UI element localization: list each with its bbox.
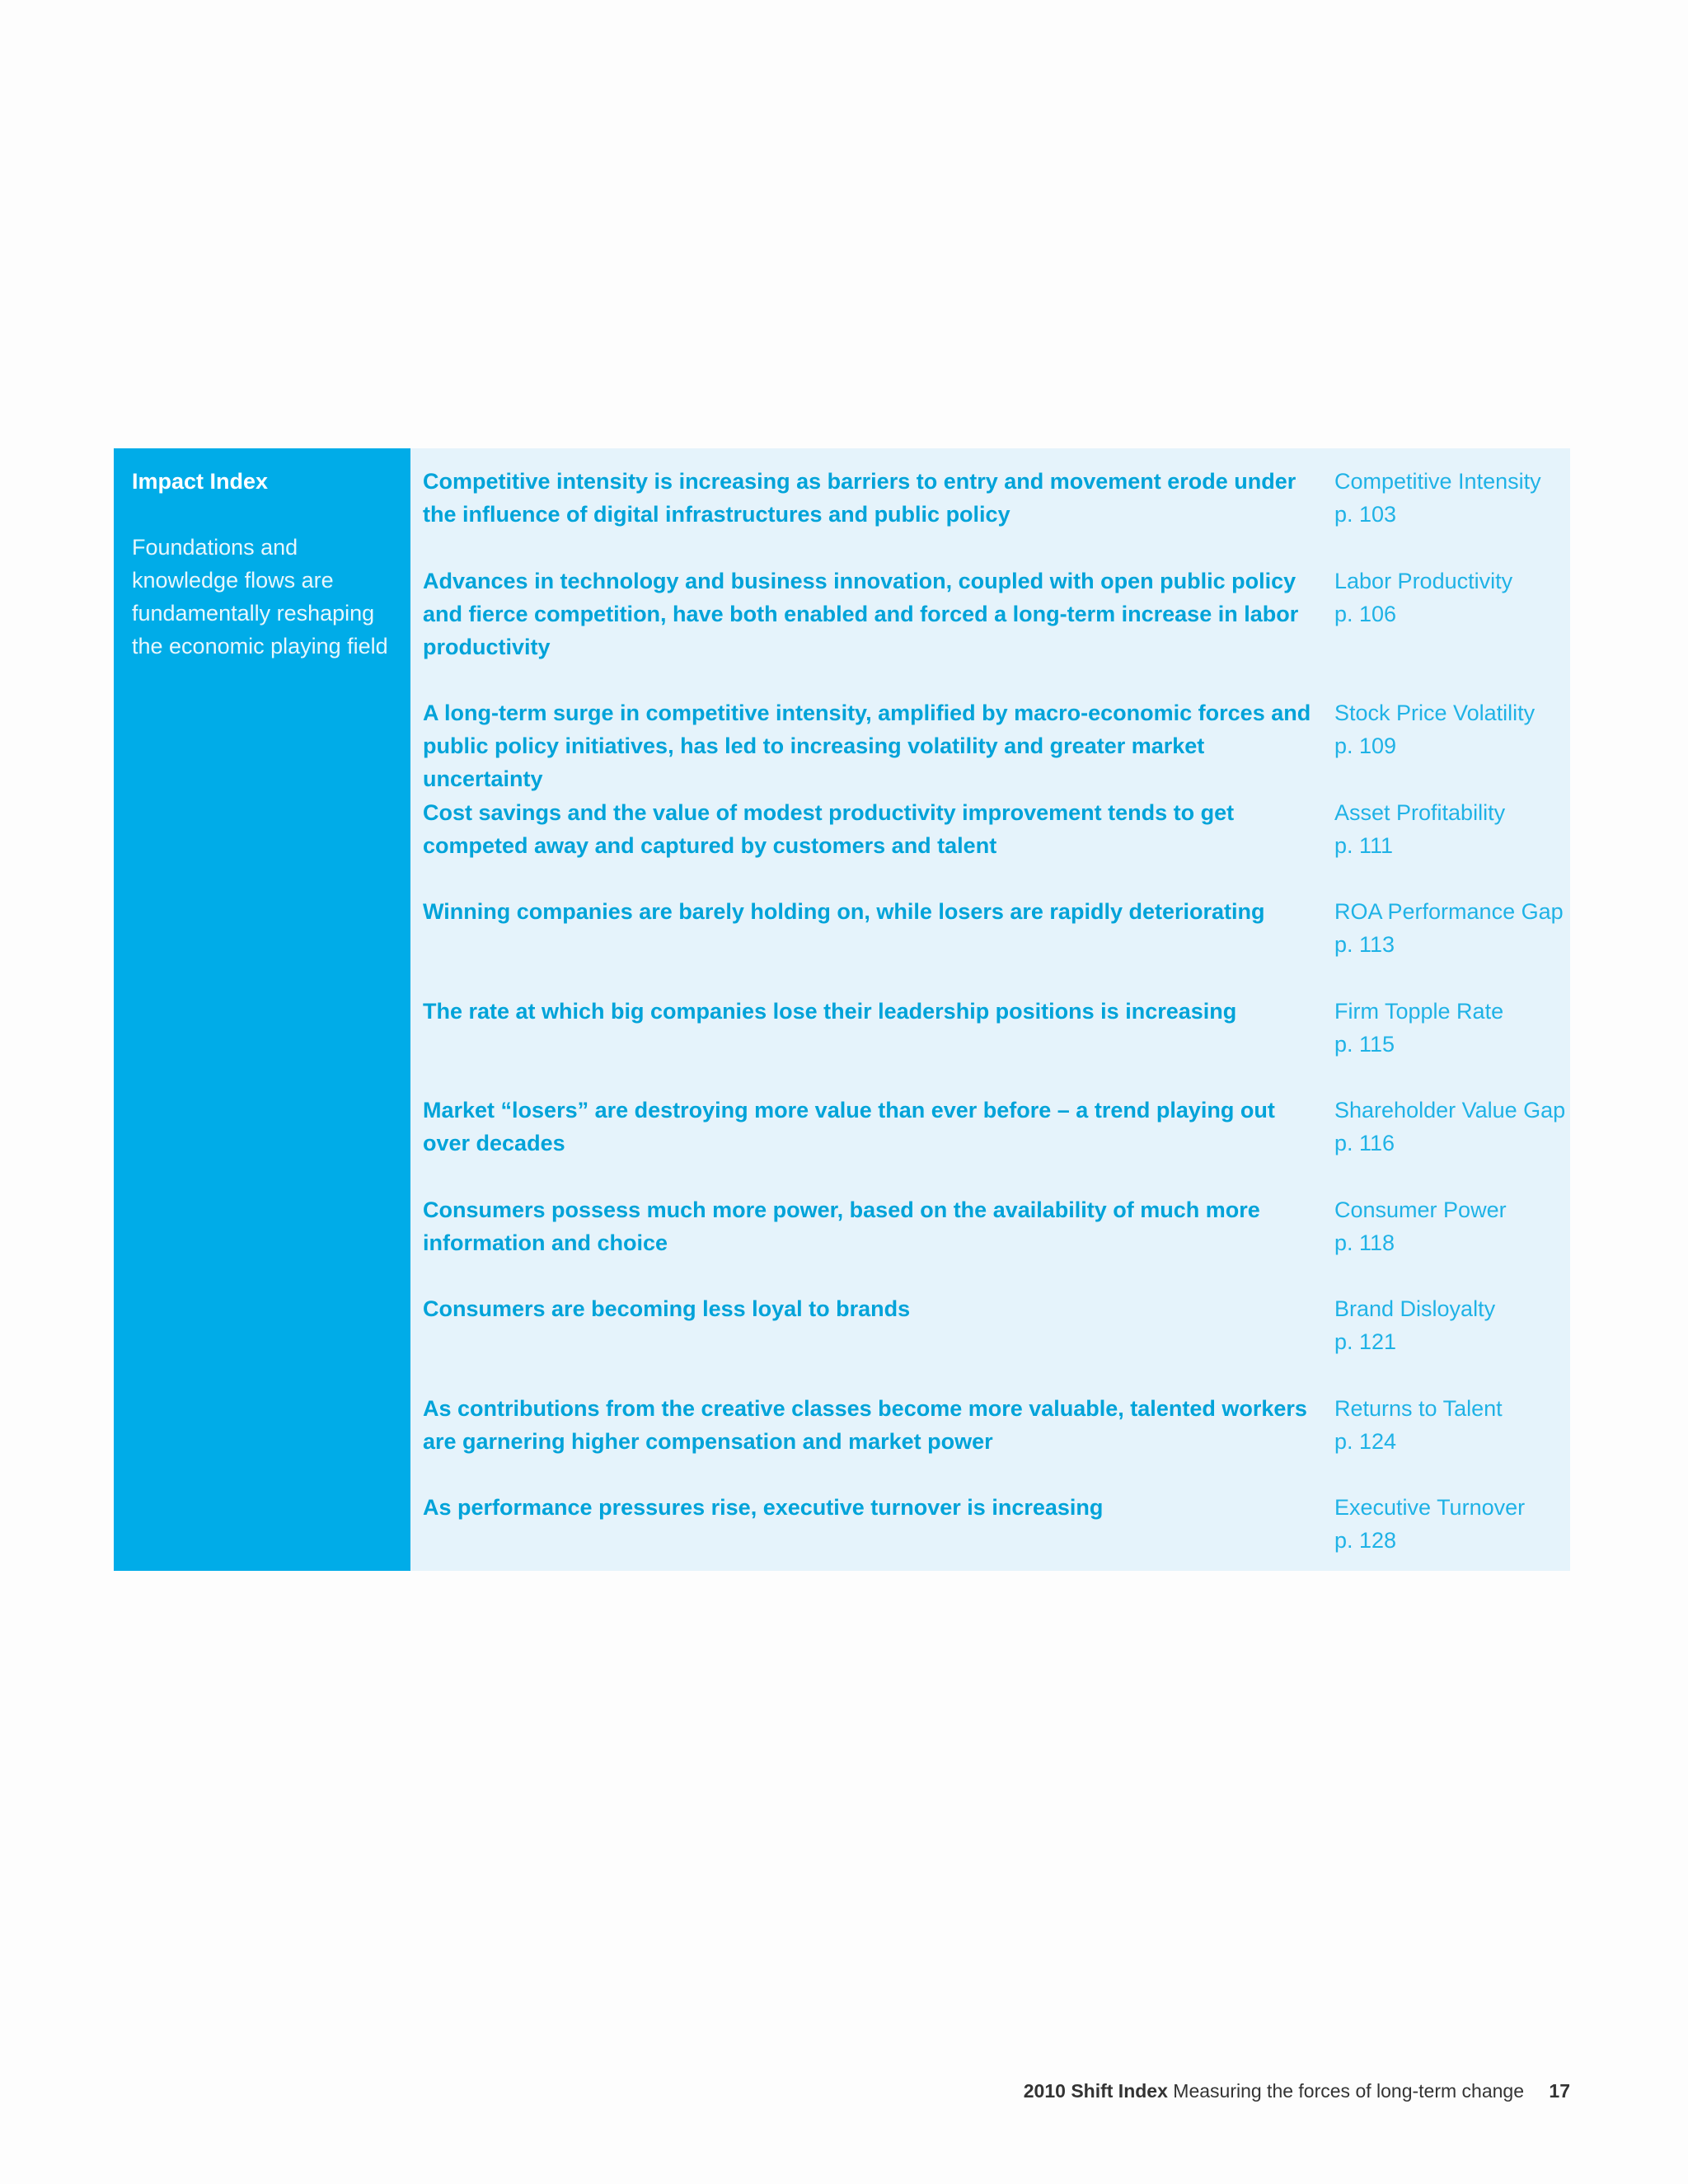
metric-name: ROA Performance Gap [1334,899,1564,924]
page-number: 17 [1549,2080,1570,2102]
list-item-reference [1322,465,1541,565]
list-item [423,1292,1570,1392]
list-item-statement: Cost savings and the value of modest productivity improvement tends to get competed away and captured by customers and talent [423,799,1235,858]
page-reference: p. 116 [1334,1131,1395,1155]
list-item [423,995,1570,1094]
impact-index-list [410,448,1570,1571]
metric-name: Asset Profitability [1334,799,1506,825]
list-item-reference [1322,1491,1525,1591]
list-item [423,796,1570,896]
metric-name: Consumer Power [1334,1197,1507,1222]
page-reference: p. 113 [1334,932,1395,957]
footer-title: 2010 Shift Index [1023,2080,1168,2102]
list-item [423,895,1570,995]
metric-name: Stock Price Volatility [1334,701,1536,725]
list-item [423,565,1570,697]
page-reference: p. 118 [1334,1230,1395,1255]
metric-name: Brand Disloyalty [1334,1296,1496,1321]
list-item-reference [1322,1392,1503,1492]
list-item-reference [1322,796,1505,896]
metric-name: Shareholder Value Gap [1334,1098,1566,1122]
list-item-reference [1322,1094,1565,1193]
impact-index-sidebar [114,448,410,1571]
list-item [423,1193,1570,1293]
page-reference: p. 128 [1334,1528,1397,1553]
metric-name: Competitive Intensity [1334,469,1541,494]
list-item-statement: Advances in technology and business innovation, coupled with open public policy and fierce competition, have both enabled and forced a long-term increase in labor productivity [423,568,1299,659]
list-item [423,1094,1570,1193]
list-item [423,465,1570,565]
list-item-reference [1322,995,1503,1094]
list-item-statement: Consumers possess much more power, based on the availability of much more information and choice [423,1197,1260,1255]
page-reference: p. 115 [1334,1031,1395,1057]
page-reference: p. 103 [1334,502,1397,527]
page-reference: p. 109 [1334,733,1397,758]
page-reference: p. 121 [1334,1329,1397,1354]
list-item-statement: Winning companies are barely holding on, while losers are rapidly deteriorating [423,899,1265,924]
impact-index-panel [114,448,1570,1571]
list-item-statement: Consumers are becoming less loyal to brands [423,1296,911,1321]
list-item-statement: Competitive intensity is increasing as barriers to entry and movement erode under the influence of digital infrastructures and public policy [423,469,1296,527]
list-item-reference [1322,1193,1507,1293]
page-reference: p. 111 [1334,832,1394,858]
list-item [423,1491,1570,1591]
metric-name: Returns to Talent [1334,1395,1503,1421]
list-item [423,1392,1570,1492]
list-item-statement: A long-term surge in competitive intensity, amplified by macro-economic forces and public policy initiatives, has led to increasing volatility and greater market uncertainty [423,701,1311,791]
list-item [423,696,1570,796]
list-item-reference [1322,565,1512,697]
list-item-statement: As performance pressures rise, executive turnover is increasing [423,1495,1104,1520]
list-item-statement: As contributions from the creative classes become more valuable, talented workers are garnering higher compensation and market power [423,1395,1307,1454]
list-item-reference [1322,696,1535,796]
footer-subtitle: Measuring the forces of long-term change [1173,2080,1525,2102]
metric-name: Firm Topple Rate [1334,998,1504,1024]
sidebar-title: Impact Index [132,469,269,494]
page-reference: p. 106 [1334,601,1397,626]
list-item-reference [1322,895,1564,995]
page-reference: p. 124 [1334,1428,1397,1454]
metric-name: Labor Productivity [1334,568,1513,593]
metric-name: Executive Turnover [1334,1495,1526,1520]
list-item-reference [1322,1292,1495,1392]
page-footer [1024,2080,1570,2102]
sidebar-description: Foundations and knowledge flows are fundamentally reshaping the economic playing field [132,535,388,658]
list-item-statement: The rate at which big companies lose their leadership positions is increasing [423,998,1237,1024]
list-item-statement: Market “losers” are destroying more value than ever before – a trend playing out over decades [423,1098,1275,1155]
